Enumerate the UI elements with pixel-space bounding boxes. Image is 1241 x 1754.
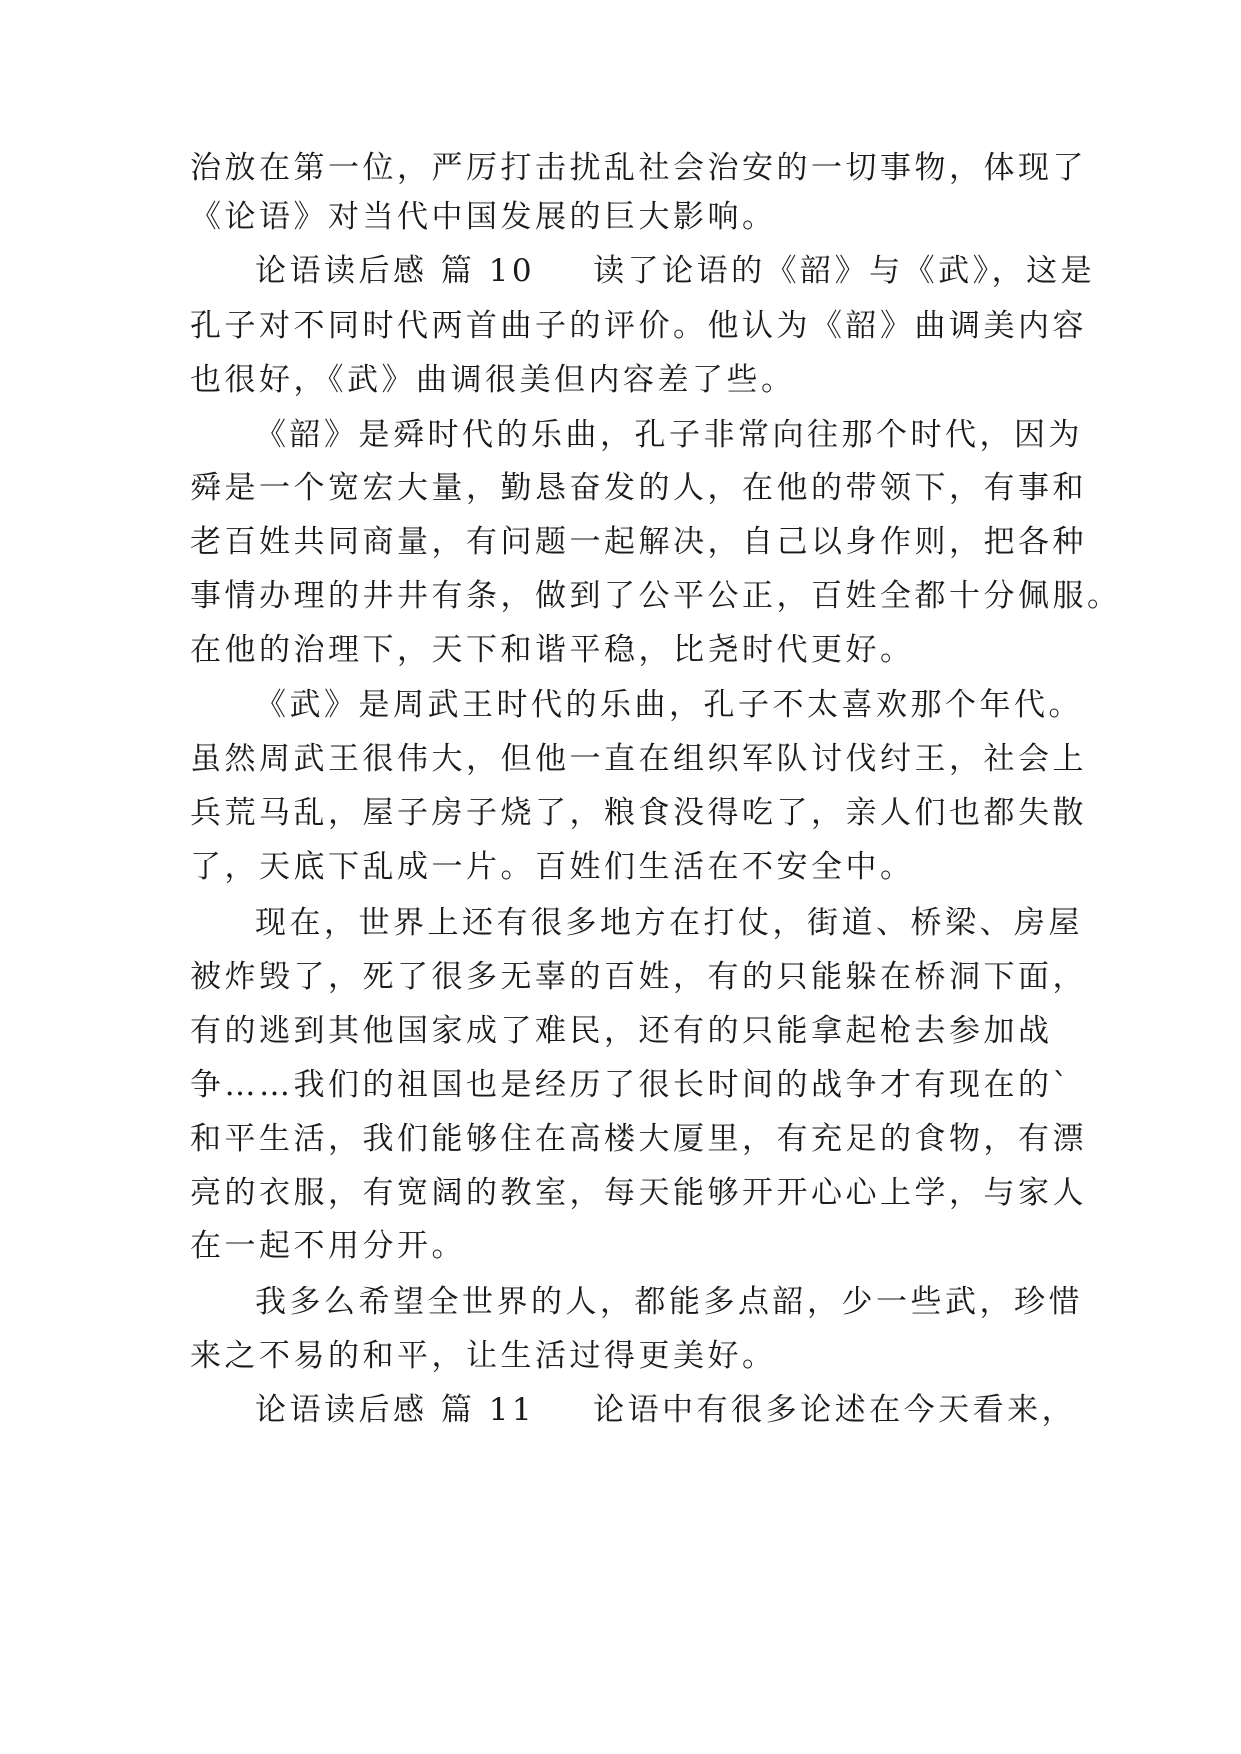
text-line: 孔子对不同时代两首曲子的评价。他认为《韶》曲调美内容	[190, 308, 1087, 344]
text-line: 事情办理的井井有条，做到了公平公正，百姓全都十分佩服。	[190, 578, 1122, 614]
text-line: 亮的衣服，有宽阔的教室，每天能够开开心心上学，与家人	[190, 1175, 1087, 1211]
text-line: 现在，世界上还有很多地方在打仗，街道、桥梁、房屋	[255, 905, 1083, 941]
text-line: 论语中有很多论述在今天看来，	[593, 1392, 1077, 1428]
text-line: 争……我们的祖国也是经历了很长时间的战争才有现在的`	[190, 1067, 1072, 1103]
text-line: 在一起不用分开。	[190, 1228, 466, 1264]
text-line: 在他的治理下，天下和谐平稳，比尧时代更好。	[190, 632, 915, 668]
text-line: 读了论语的《韶》与《武》，这是	[593, 253, 1096, 289]
text-line: 了，天底下乱成一片。百姓们生活在不安全中。	[190, 849, 915, 885]
text-line: 被炸毁了，死了很多无辜的百姓，有的只能躲在桥洞下面，	[190, 959, 1087, 995]
text-line: 《韶》是舜时代的乐曲，孔子非常向往那个时代，因为	[255, 417, 1083, 453]
section-heading: 论语读后感 篇 10	[255, 253, 536, 289]
text-line: 有的逃到其他国家成了难民，还有的只能拿起枪去参加战	[190, 1013, 1053, 1049]
text-line: 舜是一个宽宏大量，勤恳奋发的人，在他的带领下，有事和	[190, 470, 1087, 506]
text-line: 也很好，《武》曲调很美但内容差了些。	[190, 362, 796, 398]
text-line: 兵荒马乱，屋子房子烧了，粮食没得吃了，亲人们也都失散	[190, 795, 1087, 831]
section-heading: 论语读后感 篇 11	[255, 1392, 536, 1428]
text-line: 和平生活，我们能够住在高楼大厦里，有充足的食物，有漂	[190, 1121, 1087, 1157]
text-line: 我多么希望全世界的人，都能多点韶，少一些武，珍惜	[255, 1284, 1083, 1320]
text-line: 《武》是周武王时代的乐曲，孔子不太喜欢那个年代。	[255, 687, 1083, 723]
text-line: 来之不易的和平，让生活过得更美好。	[190, 1338, 777, 1374]
text-line: 虽然周武王很伟大，但他一直在组织军队讨伐纣王，社会上	[190, 741, 1087, 777]
text-line: 治放在第一位，严厉打击扰乱社会治安的一切事物，体现了	[190, 150, 1087, 186]
text-line: 老百姓共同商量，有问题一起解决，自己以身作则，把各种	[190, 524, 1087, 560]
section-heading-line	[255, 1390, 1155, 1430]
section-heading-line	[255, 251, 1155, 291]
text-line: 《论语》对当代中国发展的巨大影响。	[190, 199, 777, 235]
